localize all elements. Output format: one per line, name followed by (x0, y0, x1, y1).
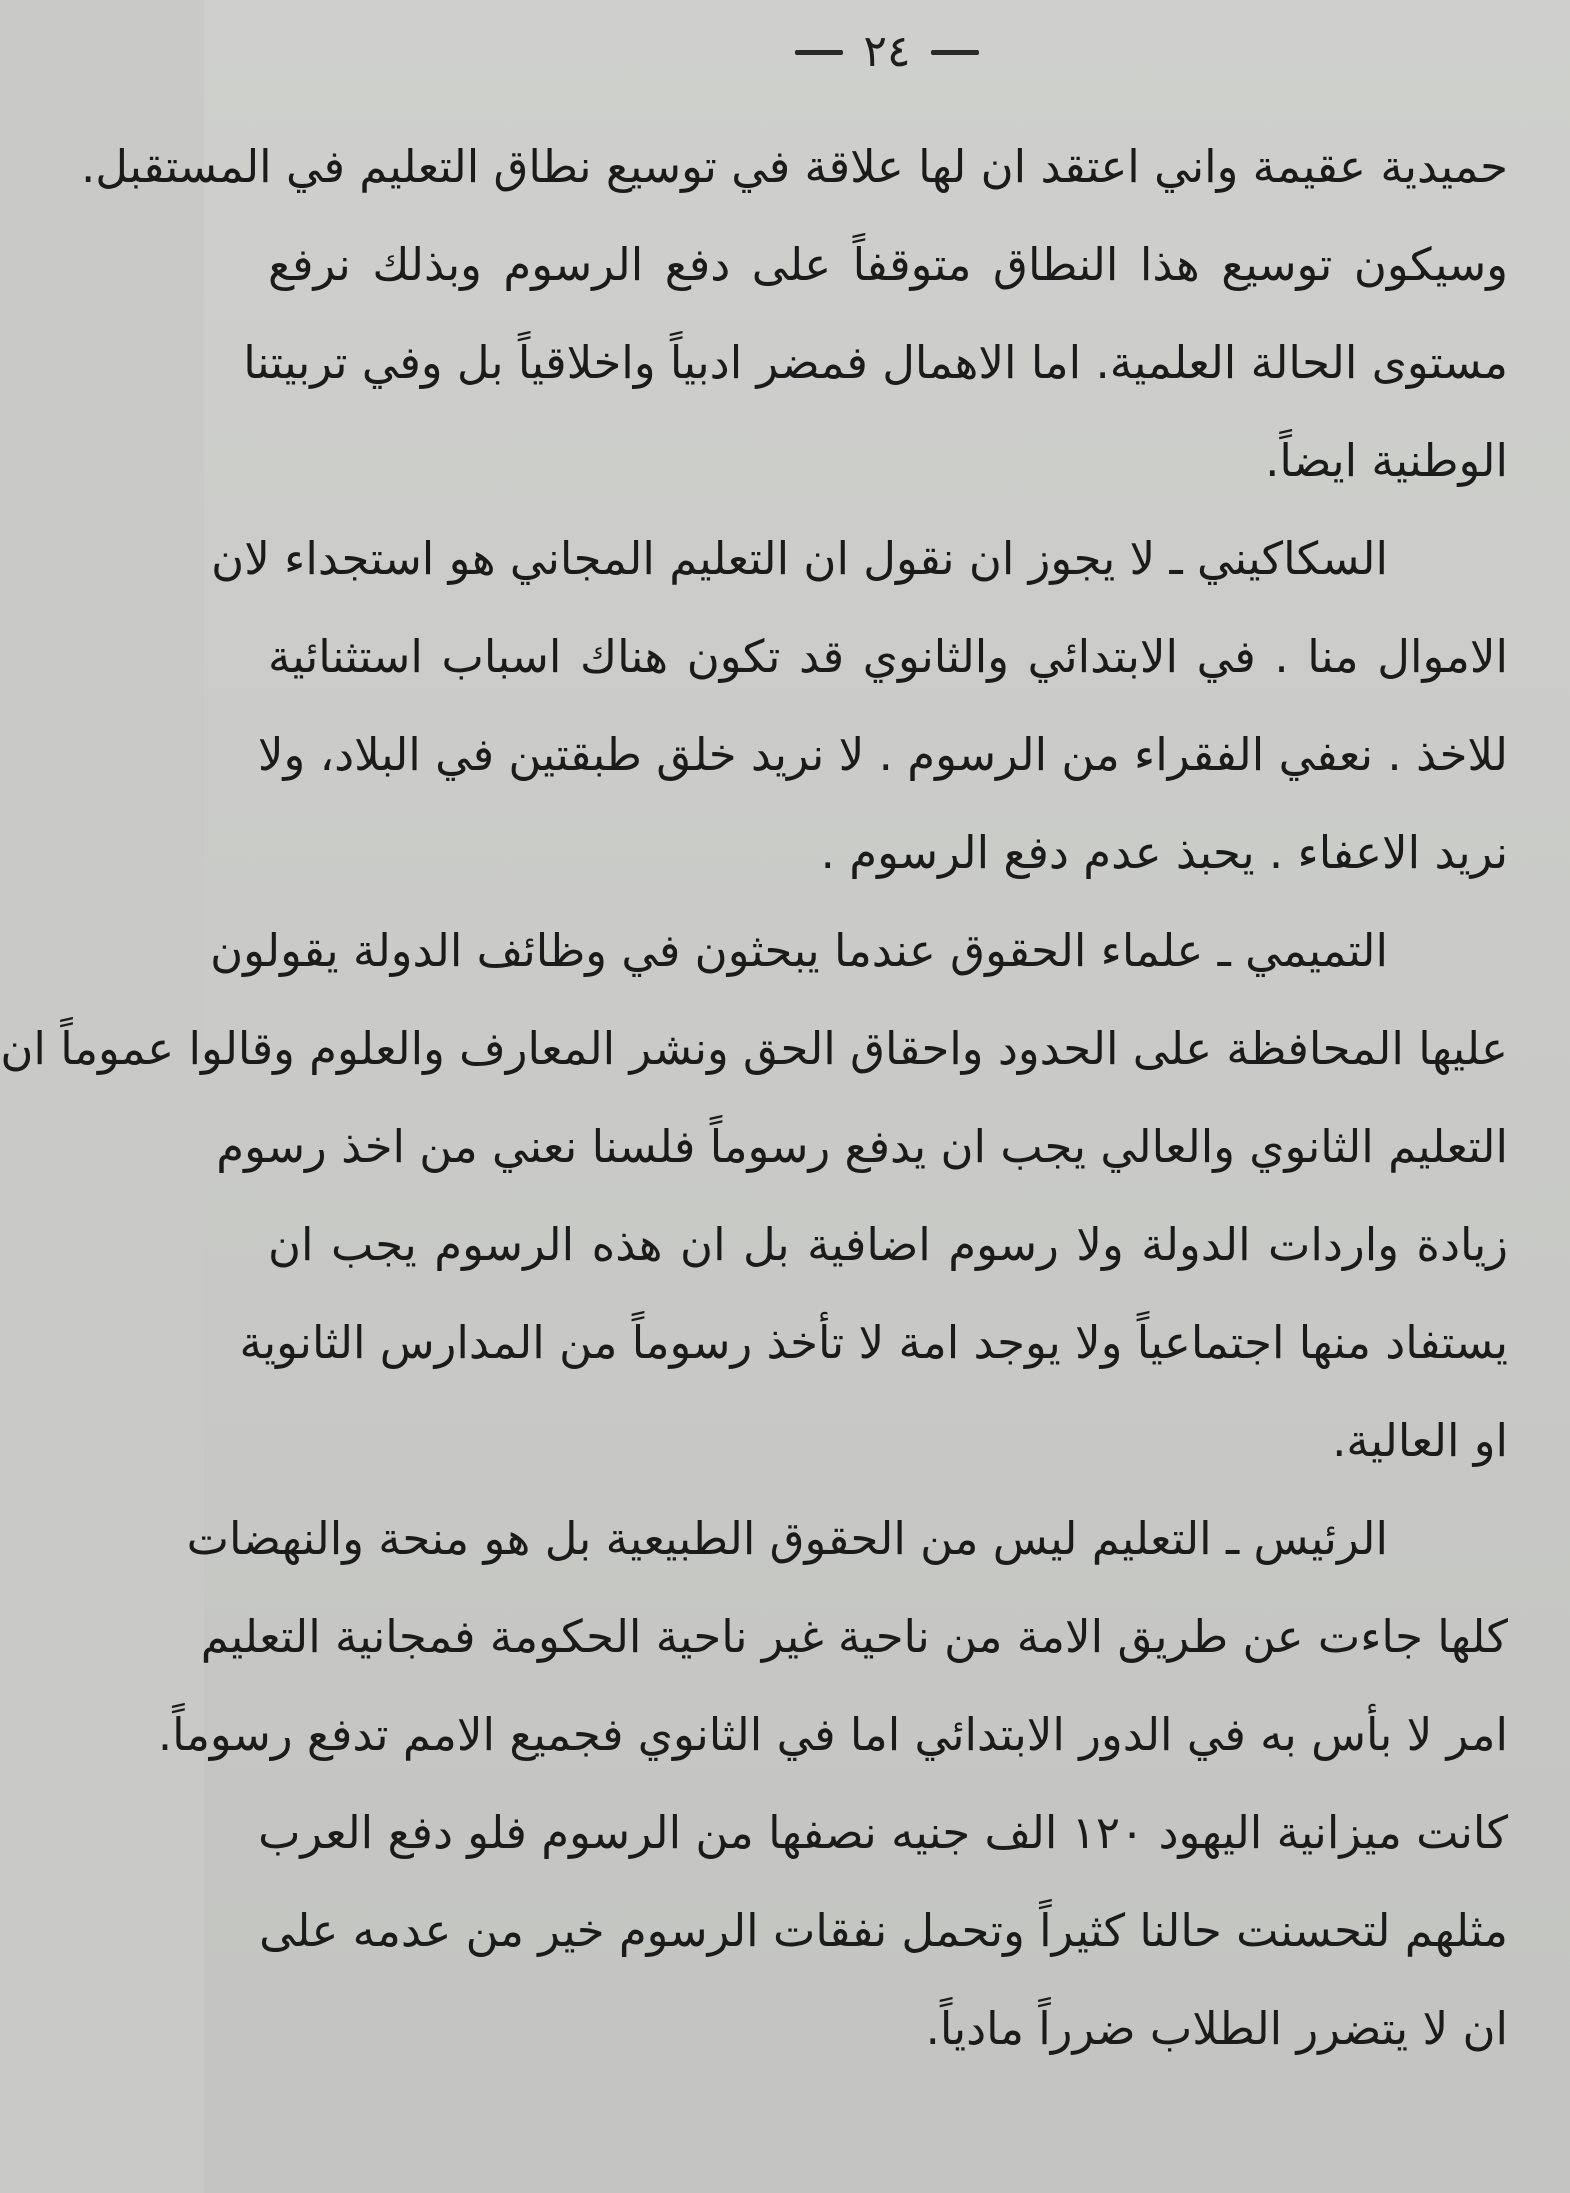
text-line: كانت ميزانية اليهود ١٢٠ الف جنيه نصفها من الرسوم فلو دفع العرب (258, 1806, 1508, 1859)
body-text (0, 118, 1508, 2078)
text-line: نريد الاعفاء . يحبذ عدم دفع الرسوم . (820, 826, 1508, 879)
text-line: كلها جاءت عن طريق الامة من ناحية غير ناحية الحكومة فمجانية التعليم (200, 1610, 1508, 1663)
text-line: حميدية عقيمة واني اعتقد ان لها علاقة في توسيع نطاق التعليم في المستقبل. (80, 140, 1508, 193)
text-line: زيادة واردات الدولة ولا رسوم اضافية بل ان هذه الرسوم يجب ان (268, 1218, 1508, 1271)
text-line: يستفاد منها اجتماعياً ولا يوجد امة لا تأخذ رسوماً من المدارس الثانوية (239, 1316, 1508, 1369)
text-line: مستوى الحالة العلمية. اما الاهمال فمضر ادبياً واخلاقياً بل وفي تربيتنا (243, 336, 1508, 389)
text-line: مثلهم لتحسنت حالنا كثيراً وتحمل نفقات الرسوم خير من عدمه على (259, 1904, 1508, 1957)
text-line: ان لا يتضرر الطلاب ضرراً مادياً. (925, 2002, 1508, 2055)
text-line: التعليم الثانوي والعالي يجب ان يدفع رسوماً فلسنا نعني من اخذ رسوم (216, 1120, 1508, 1173)
text-line: الرئيس ـ التعليم ليس من الحقوق الطبيعية بل هو منحة والنهضات (186, 1512, 1388, 1565)
paragraph-2 (211, 510, 1508, 902)
page-number: ٢٤ (863, 26, 911, 77)
text-line: السكاكيني ـ لا يجوز ان نقول ان التعليم المجاني هو استجداء لان (211, 532, 1388, 585)
right-dash (931, 50, 979, 55)
page-header (204, 22, 1570, 82)
text-line: الوطنية ايضاً. (1265, 434, 1508, 487)
text-line: الاموال منا . في الابتدائي والثانوي قد تكون هناك اسباب استثنائية (268, 630, 1508, 683)
text-line: امر لا بأس به في الدور الابتدائي اما في الثانوي فجميع الامم تدفع رسوماً. (157, 1708, 1508, 1761)
text-line: او العالية. (1332, 1414, 1508, 1467)
text-line: للاخذ . نعفي الفقراء من الرسوم . لا نريد خلق طبقتين في البلاد، ولا (257, 728, 1508, 781)
paragraph-1 (80, 118, 1508, 510)
paragraph-3 (0, 902, 1508, 1490)
paragraph-4 (157, 1490, 1508, 2078)
text-line: عليها المحافظة على الحدود واحقاق الحق ونشر المعارف والعلوم وقالوا عموماً ان (0, 1022, 1508, 1075)
left-dash (795, 50, 843, 55)
text-line: وسيكون توسيع هذا النطاق متوقفاً على دفع الرسوم وبذلك نرفع (268, 238, 1508, 291)
text-line: التميمي ـ علماء الحقوق عندما يبحثون في وظائف الدولة يقولون (210, 924, 1388, 977)
